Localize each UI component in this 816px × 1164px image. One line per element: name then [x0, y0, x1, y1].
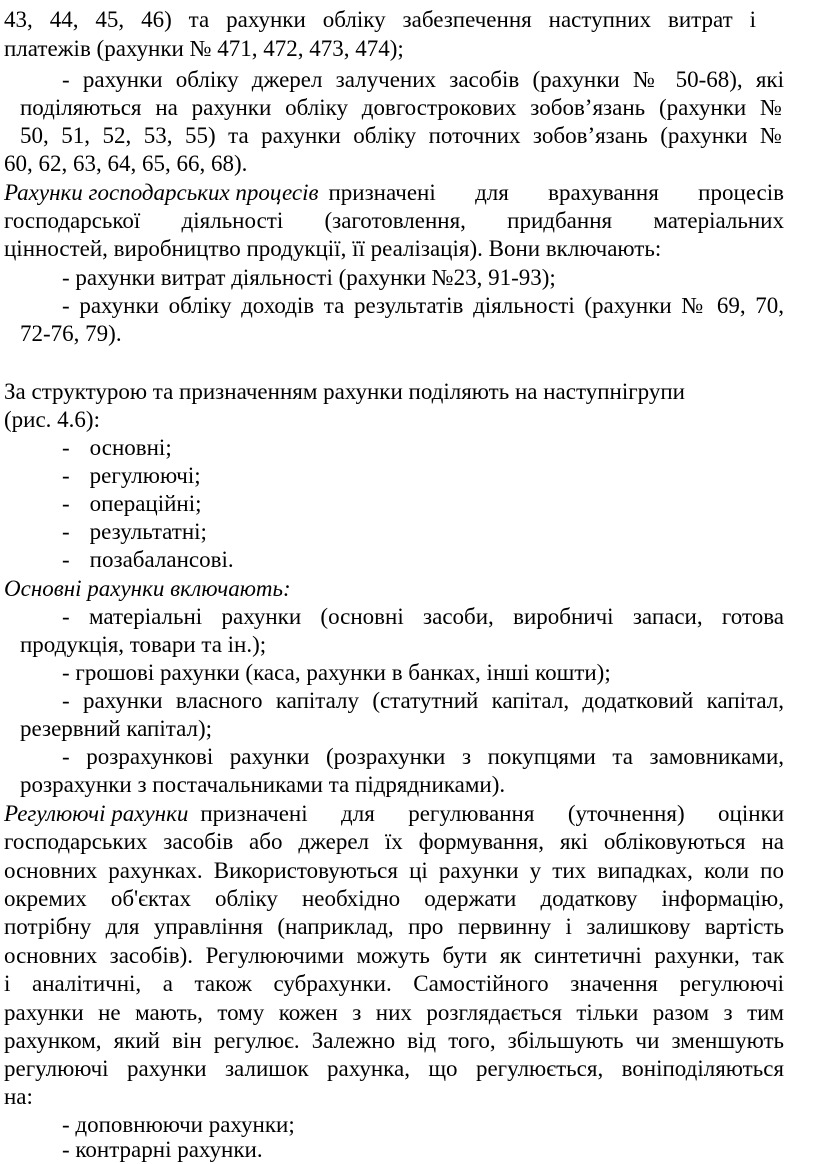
- list-item: - рахунки обліку доходів та результатів діяльності (рахунки № 69, 70,: [62, 293, 784, 318]
- list-dash: -: [62, 435, 70, 460]
- text-line: [4, 800, 784, 828]
- list-dash: -: [62, 519, 70, 544]
- list-item: [62, 434, 172, 462]
- text-line: (рис. 4.6):: [4, 407, 100, 432]
- italic-term: Регулюючі рахунки: [4, 801, 189, 826]
- list-text: регулюючі;: [89, 463, 201, 488]
- text-line: 72-76, 79).: [20, 321, 122, 346]
- section-heading: Основні рахунки включають:: [4, 576, 291, 601]
- list-item: - контрарні рахунки.: [62, 1137, 263, 1162]
- text-line: продукція, товари та ін.);: [20, 632, 267, 657]
- text-line: господарських засобів або джерел їх формування, які обліковуються на: [4, 829, 784, 854]
- list-text: основні;: [89, 435, 172, 460]
- text-line: 60, 62, 63, 64, 65, 66, 68).: [4, 151, 248, 176]
- text-line: 43, 44, 45, 46) та рахунки обліку забезпечення наступних витрат і: [4, 7, 756, 32]
- list-dash: -: [62, 463, 70, 488]
- text-line: основних засобів). Регулюючими можуть бути як синтетичні рахунки, так: [4, 943, 784, 968]
- text-line: цінностей, виробництво продукції, її реалізація). Вони включають:: [4, 236, 662, 261]
- list-dash: -: [62, 547, 70, 572]
- list-item: - грошові рахунки (каса, рахунки в банках, інші кошти);: [62, 660, 611, 685]
- list-item: [62, 546, 234, 574]
- list-item: - розрахункові рахунки (розрахунки з покупцями та замовниками,: [62, 744, 784, 769]
- list-item: - матеріальні рахунки (основні засоби, виробничі запаси, готова: [62, 604, 784, 629]
- list-item: - рахунки витрат діяльності (рахунки №23, 91-93);: [62, 265, 556, 290]
- italic-term: Рахунки господарських процесів: [4, 180, 319, 205]
- list-item: - доповнюючи рахунки;: [62, 1112, 295, 1137]
- list-text: результатні;: [89, 519, 207, 544]
- text-fragment: призначені для регулювання (уточнення) оцінки: [200, 801, 784, 826]
- text-line: окремих об'єктах обліку необхідно одержати додаткову інформацію,: [4, 886, 784, 911]
- list-item: - рахунки власного капіталу (статутний капітал, додатковий капітал,: [62, 688, 784, 713]
- text-line: 50, 51, 52, 53, 55) та рахунки обліку поточних зобов’язань (рахунки №: [20, 123, 782, 148]
- list-dash: -: [62, 491, 70, 516]
- text-line: За структурою та призначенням рахунки поділяють на наступнігрупи: [4, 379, 685, 404]
- text-line: резервний капітал);: [20, 716, 213, 741]
- text-line: - рахунки обліку джерел залучених засобів (рахунки № 50-68), які: [62, 67, 784, 92]
- text-line: господарської діяльності (заготовлення, придбання матеріальних: [4, 208, 784, 233]
- text-line: поділяються на рахунки обліку довгострокових зобов’язань (рахунки №: [20, 95, 782, 120]
- text-line: і аналітичні, а також субрахунки. Самостійного значення регулюючі: [4, 971, 784, 996]
- list-text: позабалансові.: [89, 547, 234, 572]
- text-line: [4, 179, 784, 207]
- text-line: на:: [4, 1084, 33, 1109]
- list-item: [62, 490, 202, 518]
- text-line: основних рахунках. Використовуються ці рахунки у тих випадках, коли по: [4, 858, 784, 883]
- text-line: потрібну для управління (наприклад, про первинну і залишкову вартість: [4, 914, 784, 939]
- text-line: рахунком, який він регулює. Залежно від того, збільшують чи зменшують: [4, 1028, 784, 1053]
- text-line: розрахунки з постачальниками та підрядниками).: [20, 772, 506, 797]
- list-text: операційні;: [89, 491, 202, 516]
- text-line: регулюючі рахунки залишок рахунка, що регулюється, воніподіляються: [4, 1056, 784, 1081]
- list-item: [62, 462, 201, 490]
- text-fragment: призначені для врахування процесів: [328, 180, 784, 205]
- text-line: рахунки не мають, тому кожен з них розглядається тільки разом з тим: [4, 1000, 784, 1025]
- text-line: платежів (рахунки № 471, 472, 473, 474);: [4, 36, 404, 61]
- list-item: [62, 518, 207, 546]
